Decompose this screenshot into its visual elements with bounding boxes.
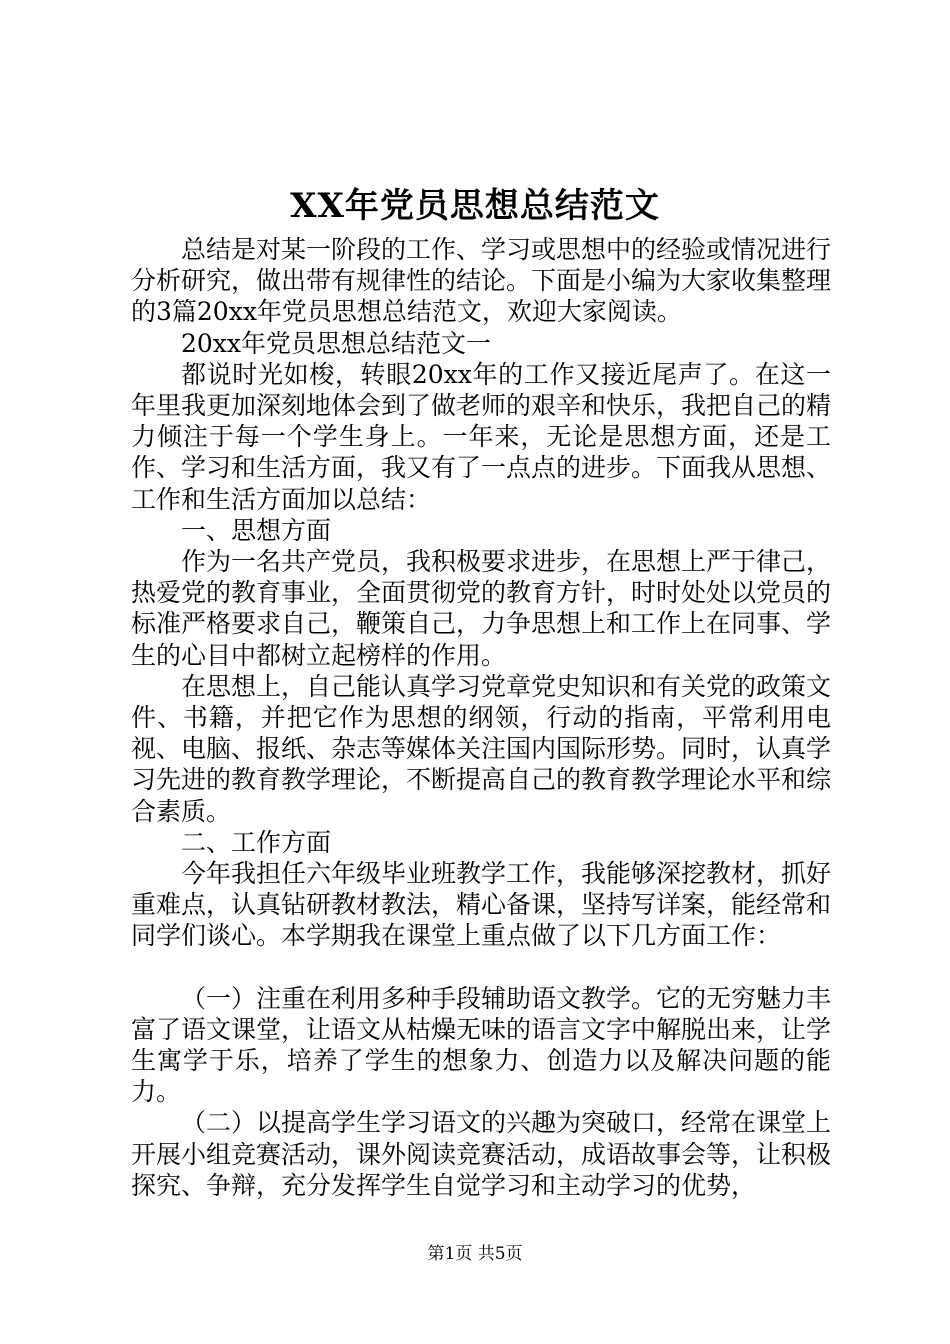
paragraph-intro: 总结是对某一阶段的工作、学习或思想中的经验或情况进行分析研究，做出带有规律性的结论。下面是小编为大家收集整理的3篇20xx年党员思想总结范文，欢迎大家阅读。 bbox=[131, 235, 832, 327]
section-heading-work: 二、工作方面 bbox=[181, 827, 332, 857]
document-body bbox=[131, 234, 831, 1201]
paragraph-opening: 都说时光如梭，转眼20xx年的工作又接近尾声了。在这一年里我更加深刻地体会到了做老师的艰辛和快乐，我把自己的精力倾注于每一个学生身上。一年来，无论是思想方面，还是工作、学习和生活方面，我又有了一点点的进步。下面我从思想、工作和生活方面加以总结： bbox=[131, 359, 832, 514]
paragraph-thought-1: 作为一名共产党员，我积极要求进步，在思想上严于律己，热爱党的教育事业，全面贯彻党的教育方针，时时处处以党员的标准严格要求自己，鞭策自己，力争思想上和工作上在同事、学生的心目中都树立起榜样的作用。 bbox=[131, 547, 832, 670]
section-heading-thought: 一、思想方面 bbox=[181, 515, 332, 545]
paragraph-thought-2: 在思想上，自己能认真学习党章党史知识和有关党的政策文件、书籍，并把它作为思想的纲领，行动的指南，平常利用电视、电脑、报纸、杂志等媒体关注国内国际形势。同时，认真学习先进的教育教学理论，不断提高自己的教育教学理论水平和综合素质。 bbox=[131, 671, 832, 826]
section-heading-essay-one: 20xx年党员思想总结范文一 bbox=[181, 328, 492, 358]
page-footer: 第1页 共5页 bbox=[427, 1244, 523, 1264]
paragraph-work-item-1: （一）注重在利用多种手段辅助语文教学。它的无穷魅力丰富了语文课堂，让语文从枯燥无味的语言文字中解脱出来，让学生寓学于乐，培养了学生的想象力、创造力以及解决问题的能力。 bbox=[131, 983, 832, 1107]
paragraph-work-1: 今年我担任六年级毕业班教学工作，我能够深挖教材，抓好重难点，认真钻研教材教法，精心备课，坚持写详案，能经常和同学们谈心。本学期我在课堂上重点做了以下几方面工作： bbox=[131, 859, 832, 951]
paragraph-work-item-2: （二）以提高学生学习语文的兴趣为突破口，经常在课堂上开展小组竞赛活动，课外阅读竞赛活动，成语故事会等，让积极探究、争辩，充分发挥学生自觉学习和主动学习的优势， bbox=[131, 1108, 832, 1200]
document-title: XX年党员思想总结范文 bbox=[290, 186, 660, 226]
